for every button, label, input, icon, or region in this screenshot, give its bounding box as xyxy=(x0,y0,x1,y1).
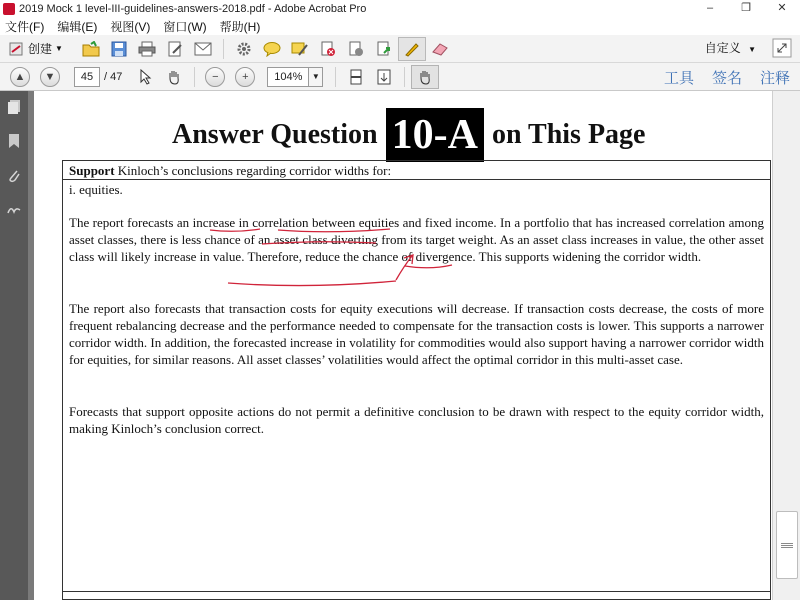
menu-help[interactable]: 帮助(H) xyxy=(219,19,261,34)
tools-pane-link[interactable]: 工具 xyxy=(663,70,694,87)
menu-view[interactable]: 视图(V) xyxy=(110,19,151,34)
prompt-text: Kinloch’s conclusions regarding corridor widths for: xyxy=(117,163,392,178)
answer-paragraph-1: The report forecasts an increase in correlation between equities and fixed income. In a portfolio that has increased correlation among asset classes, there is less chance of an asset class diverting from its target weight. As an asset class increases in value, the other asset class will likely increase in value. Therefore, reduce the chance of divergence. This supports widening the corridor width. xyxy=(69,215,764,264)
prompt-bold: Support xyxy=(69,163,115,178)
heading-suffix: on This Page xyxy=(491,119,646,150)
menu-edit[interactable]: 编辑(E) xyxy=(57,19,98,34)
answer-paragraph-2: The report also forecasts that transaction costs for equity executions will decrease. If transaction costs decrease, the costs of more frequent rebalancing decrease and the performance needed to compensate for the transaction costs is lower. This supports a narrower corridor width. In addition, the forecasted increase in volatility for commodities would also support having a narrower corridor width for equities, for similar reasons. All asset classes’ volatilities would affect the optimal corridor in this multi-asset case. xyxy=(69,301,764,367)
minus-icon: − xyxy=(212,70,219,83)
chevron-down-icon: ▼ xyxy=(55,44,63,53)
menu-window[interactable]: 窗口(W) xyxy=(163,19,207,34)
window-title: 2019 Mock 1 level-III-guidelines-answers-2018.pdf - Adobe Acrobat Pro xyxy=(19,2,367,15)
ink-underline-less-chance xyxy=(262,242,376,244)
minimize-button[interactable]: – xyxy=(706,2,714,14)
arrow-down-icon: ▼ xyxy=(44,70,56,83)
close-button[interactable]: ✕ xyxy=(777,2,787,14)
page-total: / 47 xyxy=(104,70,123,83)
item-i: i. equities. xyxy=(69,182,123,197)
plus-icon: + xyxy=(242,70,249,83)
ink-underline-increase xyxy=(210,229,260,231)
customize-label: 自定义 xyxy=(704,41,741,55)
menu-file[interactable]: 文件(F) xyxy=(5,19,45,34)
sign-pane-link[interactable]: 签名 xyxy=(711,70,742,87)
page-number-input[interactable]: 45 xyxy=(74,67,100,87)
ink-underline-increase-value xyxy=(405,265,452,268)
ink-arrow xyxy=(396,255,413,280)
ink-underline-correlation xyxy=(278,229,390,232)
arrow-up-icon: ▲ xyxy=(14,70,26,83)
restore-button[interactable]: ❐ xyxy=(741,2,751,14)
answer-paragraph-3: Forecasts that support opposite actions do not permit a definitive conclusion to be drawn with respect to the equity corridor width, making Kinloch’s conclusion correct. xyxy=(69,404,764,436)
zoom-level-input[interactable]: 104% xyxy=(267,67,309,87)
heading-prefix: Answer Question xyxy=(172,119,378,150)
chevron-down-icon: ▼ xyxy=(748,45,756,54)
comment-pane-link[interactable]: 注释 xyxy=(759,70,790,87)
question-number-box: 10-A xyxy=(386,108,484,162)
create-label: 创建 xyxy=(28,42,53,56)
chevron-down-icon: ▼ xyxy=(311,71,320,81)
ink-underline-widening xyxy=(228,281,396,286)
